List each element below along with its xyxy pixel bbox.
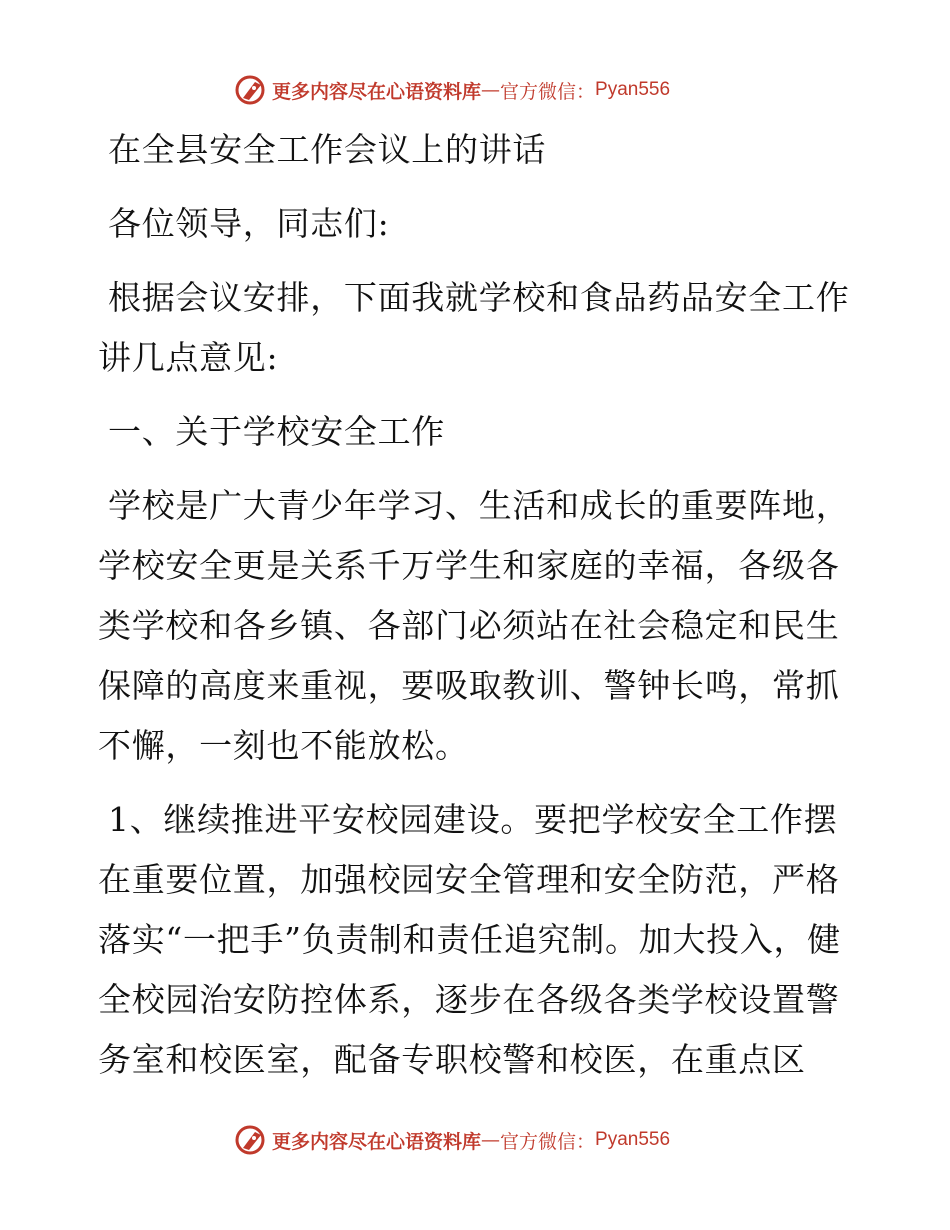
salutation: 各位领导，同志们: xyxy=(108,204,390,243)
watermark-brand: 更多内容尽在心语资料库 xyxy=(272,80,482,103)
pen-nib-logo-icon xyxy=(234,1123,268,1157)
document-body xyxy=(98,120,858,1090)
watermark-wechat-id: Pyan556 xyxy=(595,79,671,100)
section-heading: 一、关于学校安全工作 xyxy=(108,412,445,451)
section-paragraph: 学校是广大青少年学习、生活和成长的重要阵地，学校安全更是关系千万学生和家庭的幸福，各级各类学校和各乡镇、各部门必须站在社会稳定和民生保障的高度来重视，要吸取教训、警钟长鸣，常抓不懈，一刻也不能放松。 xyxy=(98,486,850,765)
item-paragraph: 1、继续推进平安校园建设。要把学校安全工作摆在重要位置，加强校园安全管理和安全防范，严格落实“一把手”负责制和责任追究制。加大投入，健全校园治安防控体系，逐步在各级各类学校设置警务室和校医室，配备专职校警和校医，在重点区 xyxy=(98,800,841,1079)
pen-nib-logo-icon xyxy=(234,73,268,107)
watermark-official-label: 官方微信： xyxy=(500,1130,596,1153)
watermark-wechat-id: Pyan556 xyxy=(595,1129,671,1150)
footer-watermark xyxy=(234,1122,670,1158)
document-title: 在全县安全工作会议上的讲话 xyxy=(108,130,547,169)
watermark-brand: 更多内容尽在心语资料库 xyxy=(272,1130,482,1153)
intro-paragraph: 根据会议安排，下面我就学校和食品药品安全工作讲几点意见: xyxy=(98,278,850,377)
watermark-dash: — xyxy=(481,79,501,101)
header-watermark xyxy=(234,72,670,108)
watermark-dash: — xyxy=(481,1129,501,1151)
watermark-official-label: 官方微信： xyxy=(500,80,596,103)
